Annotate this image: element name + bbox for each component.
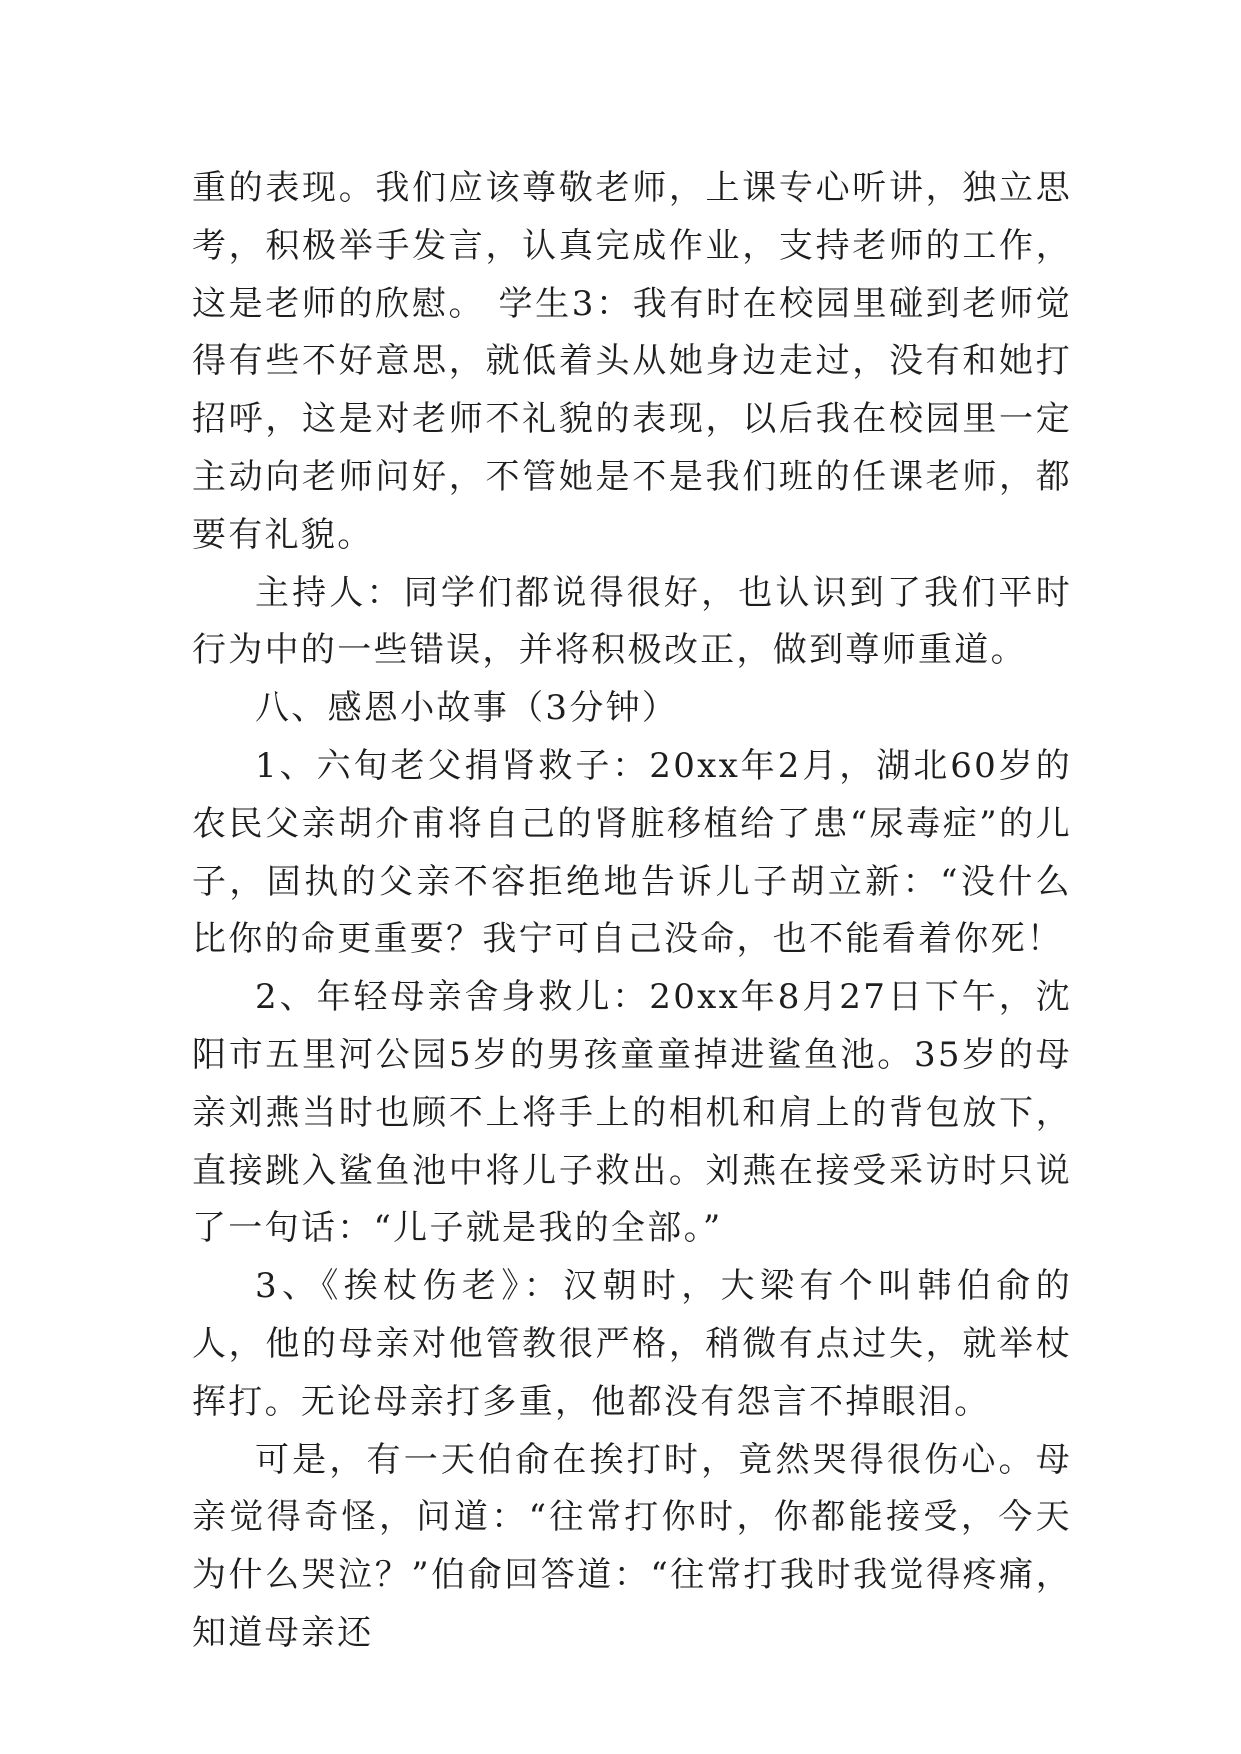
paragraph-story-3-continued: 可是，有一天伯俞在挨打时，竟然哭得很伤心。母亲觉得奇怪，问道：“往常打你时，你都能接受，今天为什么哭泣？”伯俞回答道：“往常打我时我觉得疼痛，知道母亲还 (192, 1439, 1072, 1653)
paragraph-story-1: 1、六旬老父捐肾救子：20xx年2月，湖北60岁的农民父亲胡介甫将自己的肾脏移植给了患“尿毒症”的儿子，固执的父亲不容拒绝地告诉儿子胡立新：“没什么比你的命更重要？我宁可自己没命，也不能看着你死！ (192, 745, 1072, 960)
paragraph-story-2: 2、年轻母亲舍身救儿：20xx年8月27日下午，沈阳市五里河公园5岁的男孩童童掉进鲨鱼池。35岁的母亲刘燕当时也顾不上将手上的相机和肩上的背包放下，直接跳入鲨鱼池中将儿子救出。刘燕在接受采访时只说了一句话：“儿子就是我的全部。” (192, 977, 1072, 1249)
document-body (192, 160, 1072, 1663)
paragraph-host-summary: 主持人：同学们都说得很好，也认识到了我们平时行为中的一些错误，并将积极改正，做到尊师重道。 (192, 572, 1072, 671)
paragraph-story-3: 3、《挨杖伤老》：汉朝时，大梁有个叫韩伯俞的人，他的母亲对他管教很严格，稍微有点过失，就举杖挥打。无论母亲打多重，他都没有怨言不掉眼泪。 (192, 1266, 1072, 1422)
section-heading-gratitude-stories: 八、感恩小故事（3分钟） (255, 688, 679, 729)
paragraph-continuation: 重的表现。我们应该尊敬老师，上课专心听讲，独立思考，积极举手发言，认真完成作业，支持老师的工作，这是老师的欣慰。 学生3：我有时在校园里碰到老师觉得有些不好意思，就低着头从她身边走过，没有和她打招呼，这是对老师不礼貌的表现，以后我在校园里一定主动向老师问好，不管她是不是我们班的任课老师，都要有礼貌。 (192, 168, 1072, 555)
